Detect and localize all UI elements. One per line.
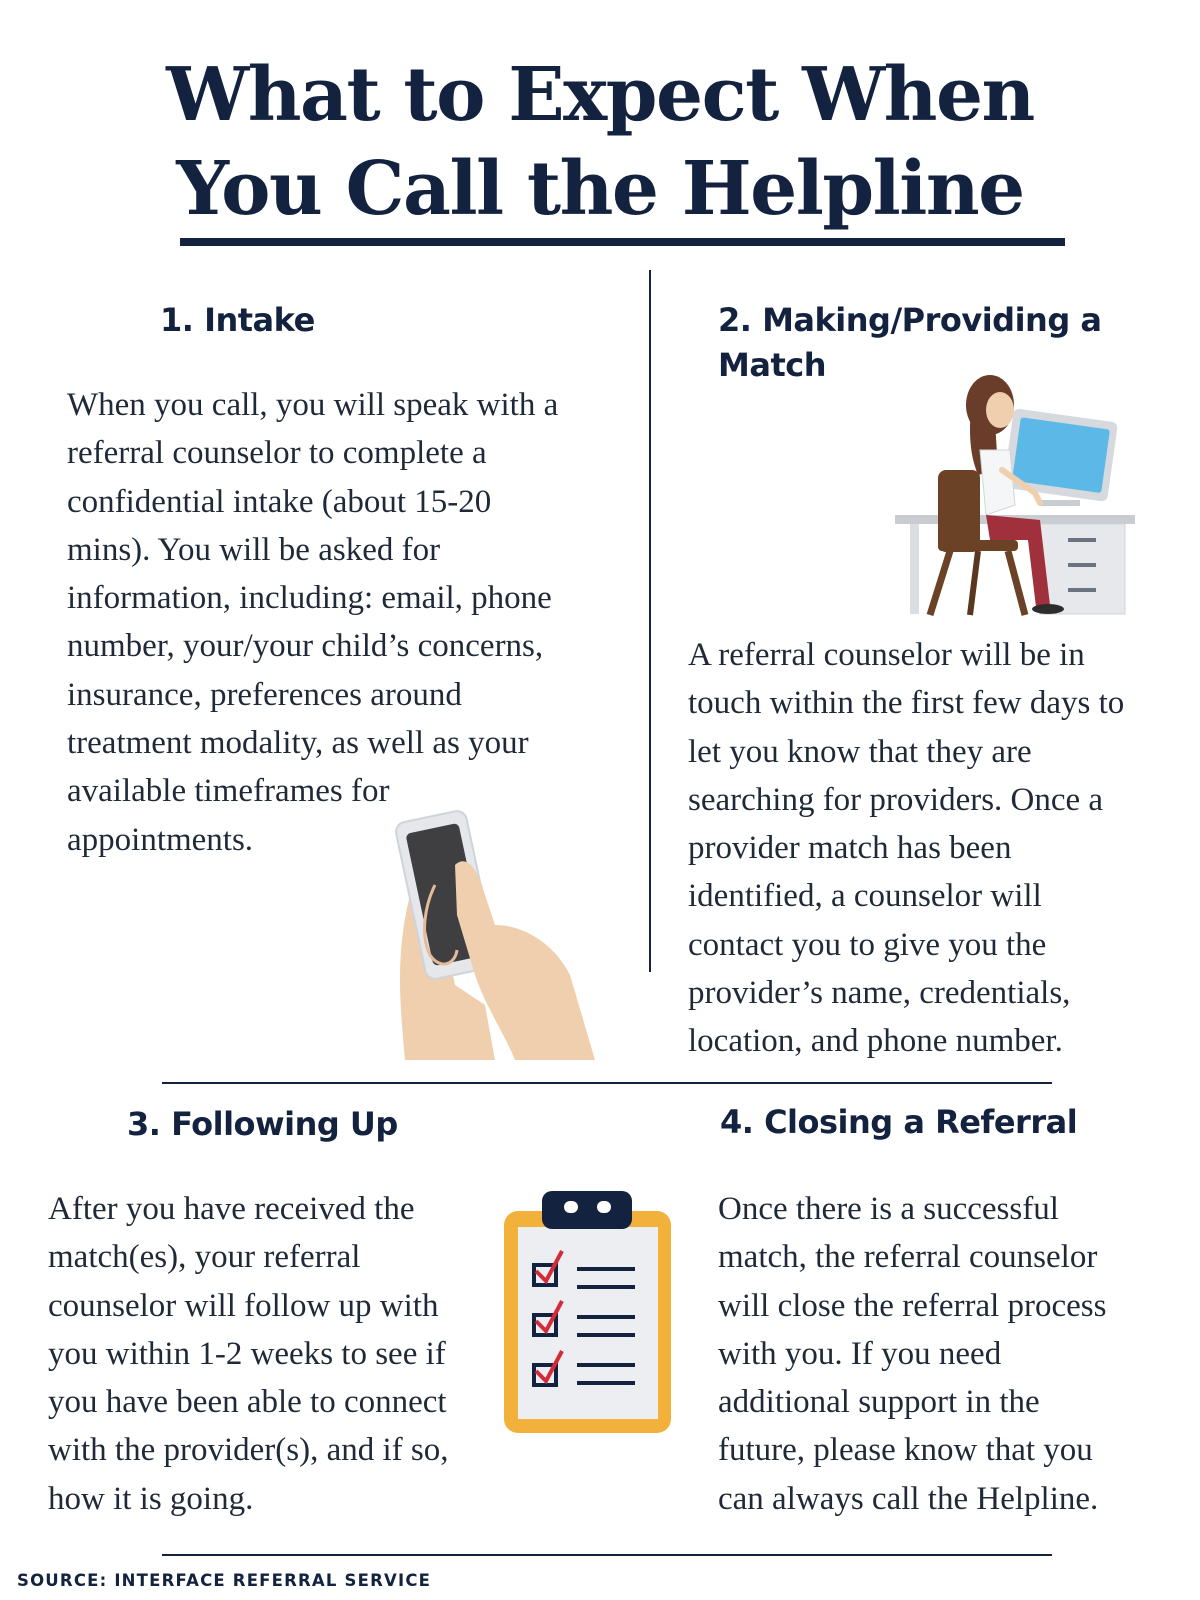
- text-line: After you have received the: [48, 1191, 415, 1227]
- heading-line: Match: [718, 346, 826, 384]
- text-line: identified, a counselor will: [688, 878, 1042, 915]
- text-line: location, and phone number.: [688, 1023, 1063, 1060]
- text-line: can always call the Helpline.: [718, 1480, 1099, 1517]
- text-line: referral counselor to complete a: [67, 435, 487, 472]
- text-line: appointments.: [67, 821, 254, 858]
- text-line: match, the referral counselor: [718, 1239, 1098, 1276]
- text-line: match(es), your referral: [48, 1239, 361, 1276]
- text-line: future, please know that you: [718, 1432, 1093, 1469]
- text-line: provider match has been: [688, 830, 1012, 867]
- section-heading: 3. Following Up: [127, 1105, 398, 1143]
- woman-at-computer-desk-icon: [890, 375, 1140, 620]
- text-line: mins). You will be asked for: [67, 531, 441, 568]
- text-line: contact you to give you the: [688, 926, 1047, 963]
- source-credit: SOURCE: INTERFACE REFERRAL SERVICE: [17, 1571, 432, 1590]
- text-line: confidential intake (about 15-20: [67, 483, 492, 520]
- hand-holding-phone-icon: [395, 805, 615, 1060]
- text-line: information, including: email, phone: [67, 580, 552, 617]
- text-line: A referral counselor will be in: [688, 637, 1085, 673]
- text-line: counselor will follow up with: [48, 1287, 439, 1324]
- text-line: you have been able to connect: [48, 1384, 447, 1421]
- title-underline: [180, 238, 1065, 246]
- section-body: [48, 1185, 498, 1523]
- text-line: how it is going.: [48, 1480, 254, 1517]
- column-divider: [649, 270, 651, 972]
- text-line: will close the referral process: [718, 1287, 1107, 1324]
- text-line: Once there is a successful: [718, 1191, 1059, 1227]
- section-body: [718, 1185, 1188, 1523]
- heading-line: 2. Making/Providing a: [718, 301, 1102, 339]
- section-body: [67, 381, 627, 864]
- text-line: searching for providers. Once a: [688, 781, 1104, 818]
- title-line-2: You Call the Helpline: [176, 146, 1024, 232]
- text-line: let you know that they are: [688, 733, 1032, 770]
- text-line: touch within the first few days to: [688, 685, 1125, 722]
- section-heading: 4. Closing a Referral: [720, 1103, 1078, 1141]
- text-line: with you. If you need: [718, 1335, 1002, 1372]
- row-divider: [162, 1082, 1052, 1084]
- footer-divider: [162, 1554, 1052, 1556]
- text-line: insurance, preferences around: [67, 676, 462, 713]
- text-line: available timeframes for: [67, 773, 390, 810]
- clipboard-checklist-icon: [500, 1185, 675, 1435]
- text-line: When you call, you will speak with a: [67, 387, 559, 423]
- page-title: [0, 48, 1200, 236]
- text-line: additional support in the: [718, 1384, 1040, 1421]
- text-line: provider’s name, credentials,: [688, 975, 1071, 1012]
- text-line: number, your/your child’s concerns,: [67, 628, 544, 665]
- text-line: you within 1-2 weeks to see if: [48, 1335, 446, 1372]
- title-line-1: What to Expect When: [166, 52, 1034, 138]
- text-line: with the provider(s), and if so,: [48, 1432, 449, 1469]
- section-body: [688, 631, 1188, 1066]
- section-heading: 1. Intake: [160, 301, 315, 339]
- text-line: treatment modality, as well as your: [67, 725, 529, 762]
